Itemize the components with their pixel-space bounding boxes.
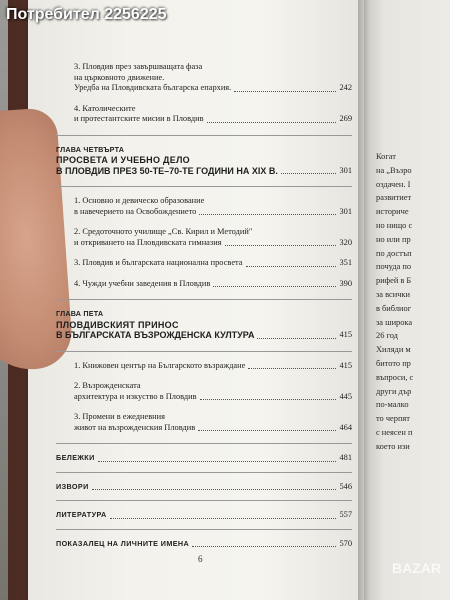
divider [56, 351, 352, 352]
toc-page-number: 464 [339, 422, 352, 432]
right-page-line: за широка [376, 317, 413, 327]
toc-entry [56, 381, 352, 402]
right-page-line: на „Възро [376, 165, 412, 175]
right-page-line: по-малко [376, 400, 409, 410]
right-page-line: историче [376, 207, 409, 217]
right-page-line: по достъп [376, 248, 412, 258]
chapter-heading: ГЛАВА ЧЕТВЪРТА [56, 144, 125, 154]
toc-entry [56, 196, 352, 217]
toc-page-number: 445 [339, 391, 352, 401]
chapter-title: ПЛОВДИВСКИЯТ ПРИНОС [56, 319, 179, 330]
toc-entry-line: и откриването на Пловдивската гимназия [74, 237, 222, 247]
right-page-line: но или пр [376, 234, 411, 244]
right-page-line: Хиляди м [376, 345, 411, 355]
divider [56, 529, 352, 530]
right-page-line: в библиог [376, 303, 412, 313]
right-page-line: Когат [376, 152, 396, 161]
toc-entry [56, 361, 352, 372]
toc-entry [56, 279, 352, 290]
bazar-logo: BAZAR [392, 560, 441, 576]
toc-entry-line: 2. Възрожденската [74, 381, 141, 390]
chapter-title: ПРОСВЕТА И УЧЕБНО ДЕЛО [56, 155, 190, 165]
right-page-line: 26 год [376, 331, 398, 341]
right-page-line: развитиет [376, 193, 412, 203]
right-page-line: рифей в Б [376, 276, 412, 286]
toc-section: БЕЛЕЖКИ [56, 453, 95, 462]
right-page-line: битото пр [376, 358, 411, 368]
chapter-title: В БЪЛГАРСКАТА ВЪЗРОЖДЕНСКА КУЛТУРА [56, 330, 255, 340]
toc-page-number: 242 [339, 83, 352, 92]
toc-page-number: 320 [339, 237, 352, 247]
toc-page-number: 301 [339, 206, 352, 216]
divider [56, 472, 352, 473]
chapter-title: В ПЛОВДИВ ПРЕЗ 50-ТЕ–70-ТЕ ГОДИНИ НА XIX В. [56, 165, 278, 176]
toc-page-number: 546 [339, 481, 352, 491]
toc-entry-line: 1. Основно и девическо образование [74, 196, 205, 205]
toc-entry-line: и протестантските мисии в Пловдив [74, 114, 204, 123]
toc-section: ИЗВОРИ [56, 481, 89, 491]
divider [56, 186, 352, 187]
toc-page-number: 415 [339, 360, 352, 370]
toc-entry-line: 3. Промени в ежедневния [74, 412, 165, 421]
toc-entry [56, 412, 352, 433]
toc-page-number: 269 [339, 114, 352, 123]
toc-entry [56, 62, 352, 94]
toc-entry-line: 4. Католическите [74, 103, 136, 113]
divider [56, 135, 352, 136]
right-page-line: други дър [376, 386, 412, 396]
toc-entry [56, 227, 352, 248]
toc-page-number: 570 [339, 538, 352, 548]
divider [56, 500, 352, 501]
book-gutter [358, 0, 370, 600]
right-page-line: то черпят [376, 414, 410, 424]
page-number: 6 [198, 554, 203, 564]
toc-entry-line: живот на възрожденския Пловдив [74, 422, 196, 432]
toc-entry-line: на църковното движение. [74, 72, 165, 82]
right-page-line: почуда по [376, 262, 412, 272]
right-page-line: въпроси, с [376, 372, 414, 382]
toc-entry-line: 3. Пловдив през завършващата фаза [74, 62, 203, 71]
toc-entry-line: в навечерието на Освобождението [74, 206, 197, 216]
toc-entry-line: Уредба на Пловдивската българска епархия. [74, 83, 232, 92]
toc-entry [56, 258, 352, 269]
toc-entry-line: 2. Средоточното училище „Св. Кирил и Методий" [74, 227, 253, 236]
toc-entry-line: 4. Чужди учебни заведения в Пловдив [74, 278, 211, 288]
toc-page-number: 557 [339, 510, 352, 519]
toc-entry-line: 3. Пловдив и българската национална просвета [74, 258, 243, 267]
toc-page-number: 415 [339, 330, 352, 339]
toc-entry-line: 1. Книжовен център на Българското възраждане [74, 360, 246, 370]
toc-page-number: 481 [339, 453, 352, 462]
chapter-heading: ГЛАВА ПЕТА [56, 309, 104, 318]
toc-page-number: 390 [339, 278, 352, 288]
toc-entry [56, 104, 352, 125]
toc-entry-line: архитектура и изкуство в Пловдив [74, 391, 197, 401]
toc-page-number: 351 [339, 258, 352, 267]
right-page-line: за всички [376, 289, 410, 299]
right-page-line: но нищо с [376, 220, 413, 230]
toc-section: ЛИТЕРАТУРА [56, 510, 107, 519]
toc-page-number: 301 [339, 165, 352, 175]
right-page-line: с неясен п [376, 427, 413, 437]
divider [56, 299, 352, 300]
right-page-line: което изи [376, 441, 410, 451]
right-page-line: оздачен. І [376, 179, 411, 189]
right-page-text [376, 150, 450, 454]
table-of-contents [56, 62, 352, 557]
seller-watermark: Потребител 2256225 [6, 6, 167, 23]
toc-section: ПОКАЗАЛЕЦ НА ЛИЧНИТЕ ИМЕНА [56, 538, 190, 548]
divider [56, 443, 352, 444]
